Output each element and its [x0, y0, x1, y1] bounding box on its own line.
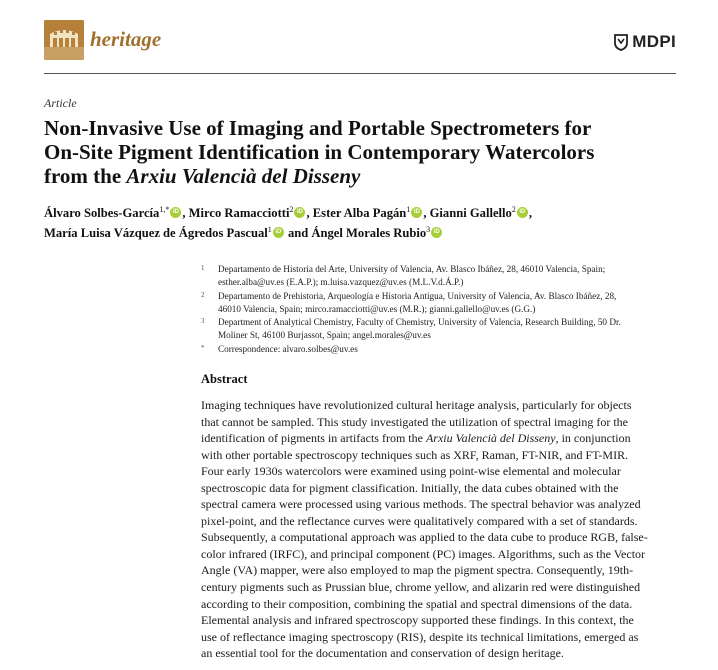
journal-header [44, 18, 676, 74]
paper-title [44, 116, 684, 188]
author-affiliation-ref: 2 [511, 205, 516, 214]
affiliation-text[interactable]: esther.alba@uv.es (E.A.P.); m.luisa.vazquez@uv.es (M.L.V.d.Á.P.) [218, 277, 464, 288]
author-affiliation-ref: 1,* [159, 205, 170, 214]
orcid-icon[interactable] [517, 207, 528, 218]
mdpi-shield-icon [613, 33, 629, 51]
abstract-line: pixel-point, and the reflectance curves were qualitatively compared with a set of standards. [201, 513, 638, 528]
author-affiliation-ref: 1 [267, 225, 272, 234]
author-name[interactable]: Álvaro Solbes-García [44, 206, 160, 220]
author-conjunction: and [287, 226, 309, 240]
author-separator: , [528, 206, 533, 220]
orcid-icon[interactable] [411, 207, 422, 218]
author-name[interactable]: Mirco Ramacciotti [188, 206, 290, 220]
abstract-text: identification of pigments in artifacts from the [201, 431, 426, 446]
title-archive-name: Arxiu Valencià del Disseny [126, 164, 361, 188]
abstract-line: Angle (VA) mapper, were also employed to map the pigment spectra. Consequently, 19th- [201, 563, 634, 578]
abstract-line: that cannot be sampled. This study investigated the utilization of spectral imaging for the [201, 414, 629, 429]
abstract-line: according to their composition, combining the spatial and spectral dimensions of the data. [201, 596, 633, 611]
orcid-icon[interactable] [170, 207, 181, 218]
affiliation-item [201, 263, 691, 290]
publisher-name: MDPI [632, 32, 676, 51]
journal-name[interactable]: heritage [90, 27, 162, 51]
author-line [44, 223, 684, 243]
orcid-icon[interactable] [294, 207, 305, 218]
abstract-line: use of reflectance imaging spectroscopy (RIS), despite its technical limitations, emerged as [201, 629, 639, 644]
title-line [44, 164, 684, 188]
affiliations [201, 263, 691, 356]
article-type: Article [44, 96, 77, 110]
abstract-line: color infrared (IRFC), and principal component (PC) images. Algorithms, such as the Vector [201, 546, 646, 561]
affiliation-text[interactable]: 46010 Valencia, Spain; mirco.ramacciotti@uv.es (M.R.); gianni.gallello@uv.es (G.G.) [218, 303, 536, 314]
affiliation-text[interactable]: Moliner St, 46100 Burjassot, Spain; angel.morales@uv.es [218, 330, 431, 341]
header-divider [44, 73, 676, 74]
affiliation-item [201, 290, 691, 317]
orcid-icon[interactable] [431, 227, 442, 238]
author-separator: , [182, 206, 186, 220]
affiliation-number: 2 [201, 290, 205, 299]
author-list [44, 203, 684, 243]
author-separator: , [306, 206, 310, 220]
author-affiliation-ref: 2 [289, 205, 294, 214]
abstract-line: Subsequently, a computational approach was applied to the data cube to produce RGB, false- [201, 530, 648, 545]
orcid-icon[interactable] [273, 227, 284, 238]
abstract-heading: Abstract [201, 372, 248, 386]
affiliation-text: Department of Analytical Chemistry, Faculty of Chemistry, University of Valencia, Research Building, 50 Dr. [218, 317, 621, 328]
abstract-body [201, 397, 701, 662]
author-affiliation-ref: 1 [406, 205, 411, 214]
abstract-text: , in conjunction [555, 431, 631, 446]
affiliation-number: 1 [201, 264, 205, 272]
abstract-line [201, 430, 701, 447]
abstract-line: Imaging techniques have revolutionized cultural heritage analysis, particularly for objects [201, 398, 632, 412]
affiliation-text: Departamento de Historia del Arte, University of Valencia, Av. Blasco Ibáñez, 28, 46010 Valencia, Spain; [218, 264, 606, 274]
affiliation-number: 3 [201, 317, 205, 326]
abstract-line: Elemental analysis and infrared spectroscopy supported these findings. In this context, the [201, 613, 634, 628]
author-name[interactable]: María Luisa Vázquez de Ágredos Pascual [44, 226, 268, 240]
affiliation-item [201, 316, 691, 343]
author-name[interactable]: Ester Alba Pagán [312, 206, 407, 220]
abstract-line: Four early 1930s watercolors were examined using point-wise elemental and molecular [201, 464, 621, 479]
author-line [44, 203, 684, 223]
abstract-line: an essential tool for the documentation and conservation of design heritage. [201, 646, 564, 661]
heritage-logo-icon[interactable] [44, 20, 84, 60]
correspondence-text[interactable]: Correspondence: alvaro.solbes@uv.es [218, 343, 358, 354]
author-name[interactable]: Gianni Gallello [429, 206, 512, 220]
abstract-line: spectral camera were processed using various methods. The spectral behavior was analyzed [201, 497, 641, 512]
abstract-line: with other portable spectroscopy techniques such as XRF, Raman, FT-NIR, and FT-MIR. [201, 447, 629, 462]
publisher-logo[interactable] [613, 30, 676, 54]
affiliation-text: Departamento de Prehistoria, Arqueología e Historia Antigua, University of Valencia, Av. Blasco Ibáñez, 28, [218, 290, 617, 301]
author-name[interactable]: Ángel Morales Rubio [311, 226, 427, 240]
correspondence-marker: * [201, 343, 205, 352]
author-affiliation-ref: 3 [426, 225, 431, 234]
title-line: On-Site Pigment Identification in Contemporary Watercolors [44, 140, 595, 164]
abstract-line: spectroscopic data for pigment classification. Initially, the data cubes obtained with the [201, 480, 619, 495]
abstract-line: century pigments such as Prussian blue, chrome yellow, and alizarin red were distinguished [201, 580, 641, 595]
author-separator: , [423, 206, 427, 220]
abstract-archive-name: Arxiu Valencià del Disseny [425, 431, 556, 446]
title-line: Non-Invasive Use of Imaging and Portable Spectrometers for [44, 116, 592, 140]
title-text: from the [44, 164, 127, 188]
correspondence-item [201, 343, 691, 356]
